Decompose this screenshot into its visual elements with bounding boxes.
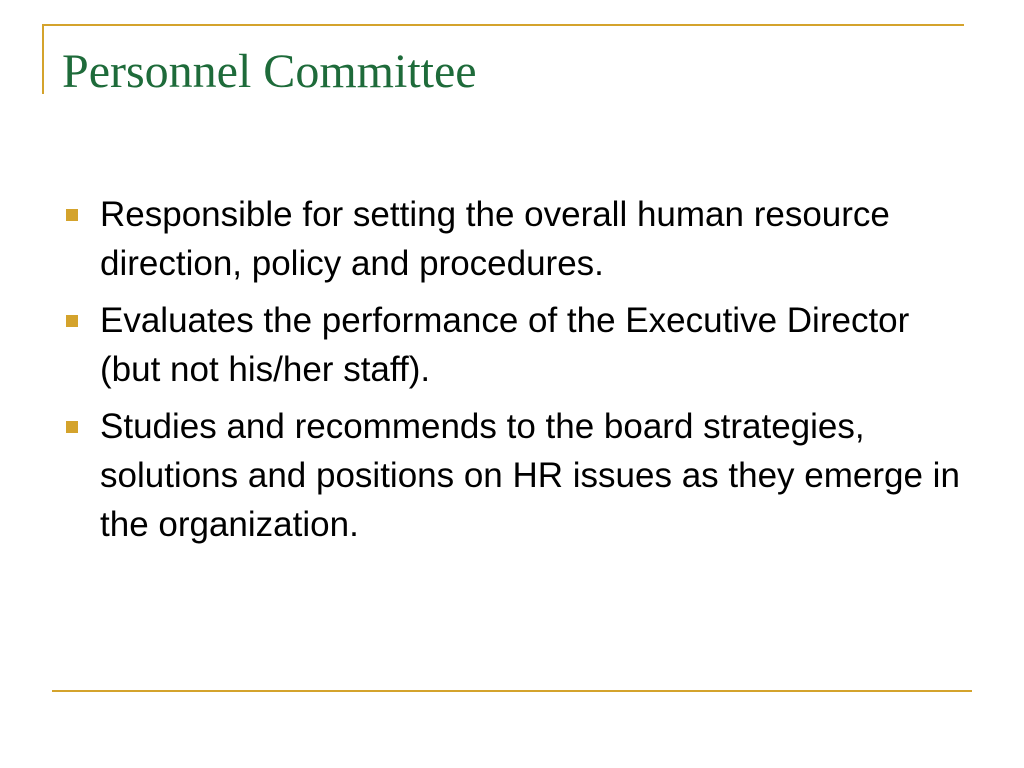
bullet-item: [62, 190, 962, 288]
bullet-text: Evaluates the performance of the Executive Director (but not his/her staff).: [100, 301, 910, 389]
square-bullet-icon: [66, 421, 78, 433]
bullet-text: Studies and recommends to the board strategies, solutions and positions on HR issues as they emerge in the organization.: [100, 407, 960, 544]
square-bullet-icon: [66, 209, 78, 221]
bullet-item: [62, 296, 962, 394]
left-rule-line: [42, 24, 44, 94]
bullet-item: [62, 402, 962, 549]
bullet-text: Responsible for setting the overall human resource direction, policy and procedures.: [100, 195, 890, 283]
bottom-rule-line: [52, 690, 972, 692]
slide-title: Personnel Committee: [62, 45, 477, 98]
square-bullet-icon: [66, 315, 78, 327]
top-rule-line: [42, 24, 964, 26]
bullet-list: [62, 190, 962, 557]
